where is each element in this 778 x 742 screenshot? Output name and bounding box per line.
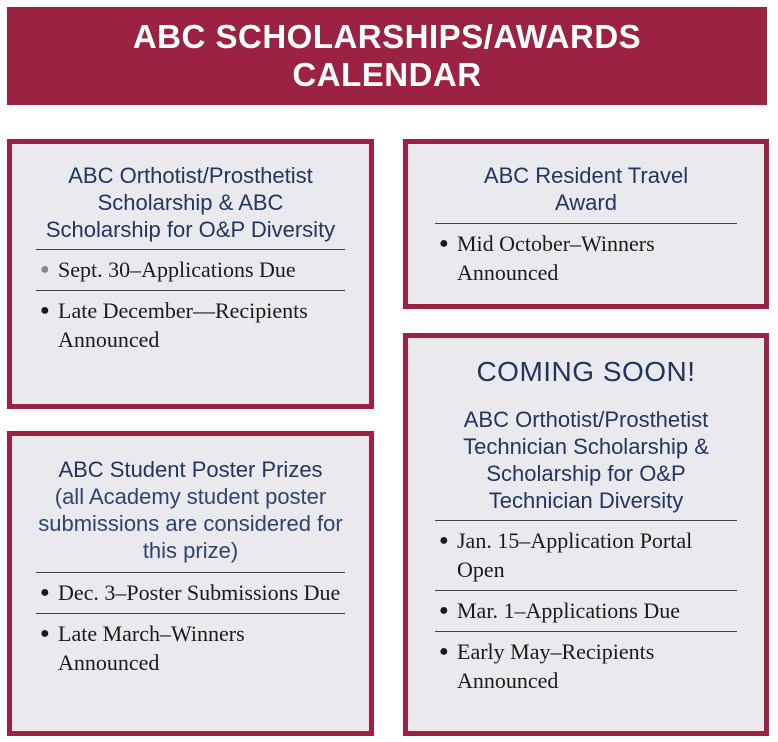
bullet-icon: ● [439,602,449,619]
card-title: ABC Orthotist/Prosthetist Scholarship & ABC Scholarship for O&P Diversity [45,163,336,242]
card-title: ABC Orthotist/Prosthetist Technician Scholarship & Scholarship for O&P Technician Diversity [463,407,709,513]
list-item [435,223,737,293]
item-text: Sept. 30–Applications Due [58,257,296,282]
item-text: Mar. 1–Applications Due [457,598,681,623]
bullet-icon: ● [40,584,50,601]
list-item [435,631,737,701]
card-travel-award [403,139,769,309]
bullet-icon: ● [40,261,50,278]
header-banner [7,7,767,105]
bullet-icon: ● [439,532,449,549]
coming-soon-label: COMING SOON! [476,356,696,387]
date-list [435,223,737,293]
date-list [36,249,345,360]
item-text: Late March–Winners Announced [58,621,245,675]
bullet-icon: ● [40,302,50,319]
list-item [36,249,345,290]
item-text: Dec. 3–Poster Submissions Due [58,580,341,605]
card-subtitle: (all Academy student poster submissions are considered for this prize) [38,484,343,563]
card-title: ABC Resident Travel Award [483,163,689,215]
card-poster-prizes [7,431,374,736]
item-text: Late December—Recipients Announced [58,298,308,352]
card-op-scholarship [7,139,374,409]
bullet-icon: ● [40,625,50,642]
item-text: Jan. 15–Application Portal Open [457,528,693,582]
date-list [435,520,737,701]
card-technician-scholarship [403,333,769,736]
bullet-icon: ● [439,643,449,660]
list-item [435,520,737,590]
list-item [36,290,345,360]
bullet-icon: ● [439,235,449,252]
page-title: ABC SCHOLARSHIPS/AWARDS CALENDAR [132,18,642,93]
list-item [36,613,345,683]
list-item [435,590,737,631]
item-text: Early May–Recipients Announced [457,639,655,693]
item-text: Mid October–Winners Announced [457,231,655,285]
date-list [36,572,345,683]
list-item [36,572,345,613]
card-title: ABC Student Poster Prizes [58,457,323,482]
